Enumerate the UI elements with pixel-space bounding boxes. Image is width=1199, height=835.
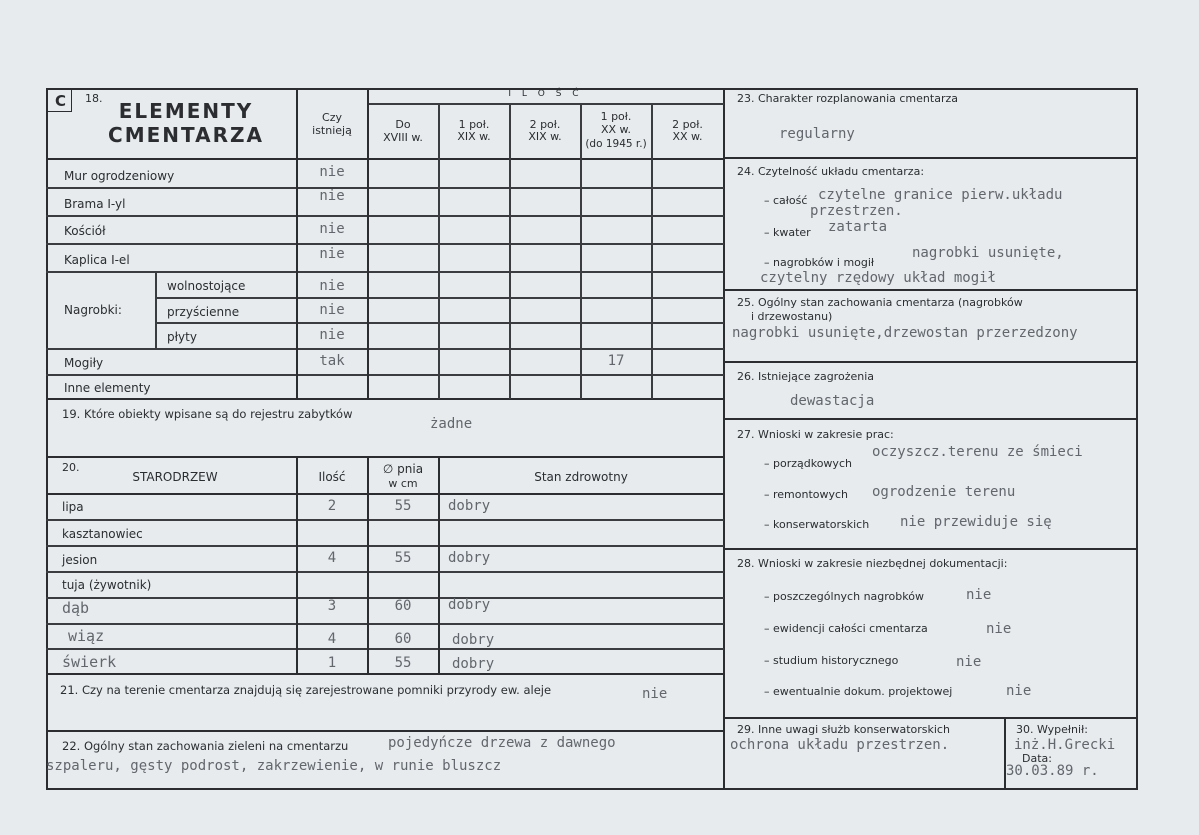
q28-item-value: nie <box>1006 683 1032 699</box>
q25-bottom <box>724 361 1137 363</box>
table18-header-line <box>46 158 724 160</box>
q25-label-line1: 25. Ogólny stan zachowania cmentarza (nagrobków <box>737 296 1023 309</box>
col-czy-line1: Czy <box>322 111 342 124</box>
tree-name: jesion <box>62 553 98 567</box>
element-value: nie <box>319 327 345 343</box>
q28-label: 28. Wnioski w zakresie niezbędnej dokumentacji: <box>737 557 1008 570</box>
q21-bottom <box>46 730 724 732</box>
q28-bottom <box>724 717 1137 719</box>
q24-label: 24. Czytelność układu cmentarza: <box>737 165 925 178</box>
row-line <box>46 648 724 650</box>
tree-count: 2 <box>327 498 337 514</box>
frame-left <box>46 88 48 790</box>
row-line <box>155 297 724 299</box>
trees-col-pnia-line2: w cm <box>388 477 418 490</box>
row-line <box>46 271 724 273</box>
tree-state: dobry <box>448 498 491 514</box>
q24-nagrobkow-value2: czytelny rzędowy układ mogił <box>760 270 997 286</box>
col-p1-xx-line3: (do 1945 r.) <box>585 138 647 150</box>
q28-item-value: nie <box>966 587 992 603</box>
row-line <box>46 374 724 376</box>
tree-count: 1 <box>327 655 337 671</box>
q24-calosc-value2: przestrzen. <box>810 203 903 219</box>
element-value: nie <box>319 188 345 204</box>
q27-bottom <box>724 548 1137 550</box>
col-line <box>509 103 511 399</box>
q19-bottom <box>46 456 724 458</box>
tree-name: lipa <box>62 500 84 514</box>
q21-value: nie <box>642 686 668 702</box>
element-value: nie <box>319 246 345 262</box>
tree-diam: 55 <box>394 655 412 671</box>
q28-item-label: – ewentualnie dokum. projektowej <box>764 685 953 698</box>
row-line <box>155 322 724 324</box>
col-p1-xx-line1: 1 poł. <box>600 110 632 123</box>
tree-count: 3 <box>327 598 337 614</box>
q30-value: inż.H.Grecki <box>1014 737 1116 753</box>
tree-diam: 60 <box>394 631 412 647</box>
row-line <box>46 519 724 521</box>
q19-value: żadne <box>430 416 473 432</box>
section-number-18: 18. <box>85 92 103 105</box>
mogily-count: 17 <box>607 353 625 369</box>
element-label: Inne elementy <box>64 381 151 395</box>
q27-rem-value: ogrodzenie terenu <box>872 484 1016 500</box>
q30-label: 30. Wypełnił: <box>1016 723 1088 736</box>
frame-right <box>1136 88 1138 790</box>
q24-nagrobkow-value1: nagrobki usunięte, <box>912 245 1064 261</box>
col-p2-xx-line2: XX w. <box>672 130 703 143</box>
elements-title-line1: ELEMENTY <box>118 99 254 123</box>
tree-diam: 60 <box>394 598 412 614</box>
q24-kwater-value: zatarta <box>828 219 888 235</box>
row-line <box>46 348 724 350</box>
nagrobki-label: Nagrobki: <box>64 303 122 317</box>
q19-label: 19. Które obiekty wpisane są do rejestru zabytków <box>62 407 353 421</box>
trees-bottom <box>46 673 724 675</box>
q24-kwater-label: – kwater <box>764 226 811 239</box>
col-line <box>438 103 440 399</box>
trees-header-line <box>46 493 724 495</box>
tree-name: świerk <box>62 653 117 671</box>
tree-state: dobry <box>452 656 495 672</box>
q27-kons-value: nie przewiduje się <box>900 514 1052 530</box>
element-value: nie <box>319 164 345 180</box>
q25-label-line2: i drzewostanu) <box>751 310 833 323</box>
q28-item-label: – ewidencji całości cmentarza <box>764 622 928 635</box>
q28-item-label: – studium historycznego <box>764 654 899 667</box>
tree-count: 4 <box>327 550 337 566</box>
tree-name: kasztanowiec <box>62 527 143 541</box>
row-line <box>46 623 724 625</box>
q21-label: 21. Czy na terenie cmentarza znajdują się zarejestrowane pomniki przyrody ew. aleje <box>60 683 552 697</box>
col-p1-xx-line2: XX w. <box>600 123 632 136</box>
trees-col-stan: Stan zdrowotny <box>534 470 628 484</box>
q24-nagrobkow-label: – nagrobków i mogił <box>764 256 875 269</box>
element-value: nie <box>319 221 345 237</box>
element-label: Mogiły <box>64 356 104 370</box>
q28-item-label: – poszczególnych nagrobków <box>764 590 924 603</box>
element-label: płyty <box>167 330 197 344</box>
tree-state: dobry <box>448 597 491 613</box>
col-line <box>155 271 157 348</box>
col-p2-xix-line2: XIX w. <box>528 130 562 143</box>
q27-kons-label: – konserwatorskich <box>764 518 870 531</box>
q23-bottom <box>724 157 1137 159</box>
q28-item-value: nie <box>986 621 1012 637</box>
element-label: Kościół <box>64 224 106 238</box>
col-p2-xx-line1: 2 poł. <box>672 118 703 131</box>
element-label: przyścienne <box>167 305 240 319</box>
col-czy-line2: istnieją <box>312 124 352 137</box>
trees-header: STARODRZEW <box>132 470 218 484</box>
col-line <box>651 103 653 399</box>
q27-label: 27. Wnioski w zakresie prac: <box>737 428 894 441</box>
tree-diam: 55 <box>394 498 412 514</box>
q23-value: regularny <box>779 126 855 142</box>
q25-value: nagrobki usunięte,drzewostan przerzedzony <box>732 325 1078 341</box>
row-line <box>46 243 724 245</box>
q29-q30-divider <box>1004 717 1006 790</box>
tree-state: dobry <box>452 632 495 648</box>
col-do-xviii-line2: XVIII w. <box>383 131 423 144</box>
col-ilosc: I L O Ś Ć <box>508 89 583 99</box>
q24-calosc-value1: czytelne granice pierw.układu <box>818 187 1063 203</box>
trees-col-ilosc: Ilość <box>318 470 346 484</box>
tree-name: dąb <box>62 599 90 617</box>
section-letter: C <box>55 92 67 110</box>
q27-porz-value: oczyszcz.terenu ze śmieci <box>872 444 1083 460</box>
row-line <box>46 571 724 573</box>
element-value: tak <box>319 353 345 369</box>
elements-title-line2: CMENTARZA <box>108 123 264 147</box>
frame-bottom <box>46 788 1138 790</box>
col-p1-xix-line2: XIX w. <box>457 130 491 143</box>
ilosc-line <box>368 103 724 105</box>
q29-value: ochrona układu przestrzen. <box>730 737 950 753</box>
q27-porz-label: – porządkowych <box>764 457 852 470</box>
q26-label: 26. Istniejące zagrożenia <box>737 370 875 383</box>
q26-bottom <box>724 418 1137 420</box>
q23-label: 23. Charakter rozplanowania cmentarza <box>737 92 958 105</box>
col-line <box>438 456 440 674</box>
frame-middle <box>723 88 725 790</box>
section-number-20: 20. <box>62 461 80 474</box>
row-line <box>46 187 724 189</box>
element-label: Brama I-yl <box>64 197 126 211</box>
q22-value-line2: szpaleru, gęsty podrost, zakrzewienie, w runie bluszcz <box>46 758 502 774</box>
q24-bottom <box>724 289 1137 291</box>
row-line <box>46 545 724 547</box>
q24-calosc-label: – całość <box>764 194 808 207</box>
element-label: Mur ogrodzeniowy <box>64 169 175 183</box>
tree-count: 4 <box>327 631 337 647</box>
q28-item-value: nie <box>956 654 982 670</box>
col-p2-xix-line1: 2 poł. <box>529 118 561 131</box>
trees-col-pnia-line1: ∅ pnia <box>382 462 424 476</box>
col-p1-xix-line1: 1 poł. <box>458 118 490 131</box>
q26-value: dewastacja <box>790 393 875 409</box>
row-line <box>46 215 724 217</box>
q22-value-line1: pojedyńcze drzewa z dawnego <box>388 735 616 751</box>
q27-rem-label: – remontowych <box>764 488 849 501</box>
q22-label: 22. Ogólny stan zachowania zieleni na cmentarzu <box>62 739 349 753</box>
tree-name: wiąz <box>68 627 105 645</box>
q30-date: 30.03.89 r. <box>1006 763 1099 779</box>
element-label: Kaplica I-el <box>64 253 130 267</box>
row-line <box>46 398 724 400</box>
tree-diam: 55 <box>394 550 412 566</box>
col-do-xviii-line1: Do <box>395 118 411 131</box>
q29-label: 29. Inne uwagi służb konserwatorskich <box>737 723 950 736</box>
element-value: nie <box>319 278 345 294</box>
element-value: nie <box>319 302 345 318</box>
q30-data-label: Data: <box>1022 752 1052 765</box>
tree-state: dobry <box>448 550 491 566</box>
tree-name: tuja (żywotnik) <box>62 578 152 592</box>
element-label: wolnostojące <box>167 279 246 293</box>
